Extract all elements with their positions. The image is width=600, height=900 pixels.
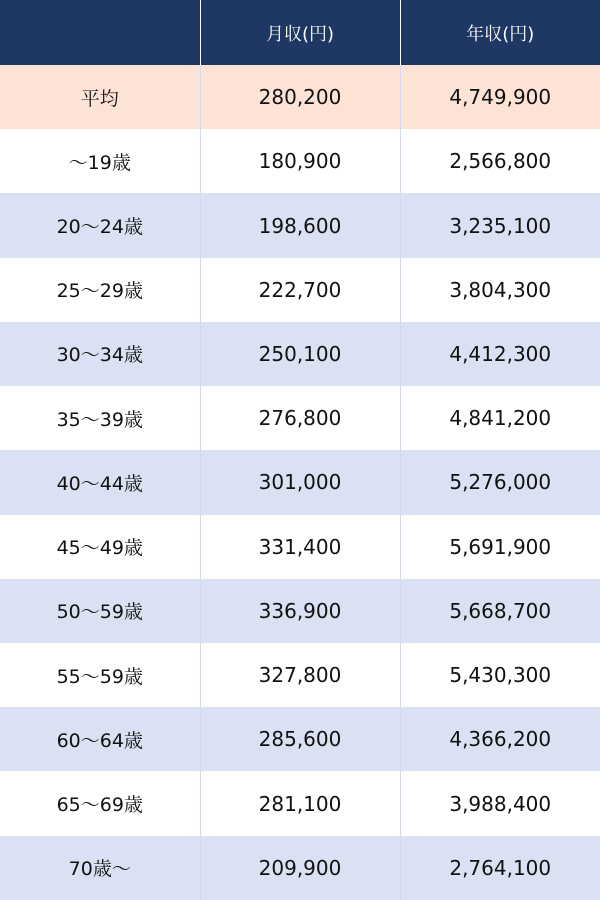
annual-cell: 3,235,100 (400, 193, 600, 257)
monthly-cell: 209,900 (200, 836, 400, 900)
monthly-cell: 250,100 (200, 322, 400, 386)
table-header (0, 0, 600, 65)
age-cell: 60～64歳 (0, 707, 200, 771)
annual-cell: 5,691,900 (400, 515, 600, 579)
table-row (0, 707, 600, 771)
table-row (0, 771, 600, 835)
table-row (0, 386, 600, 450)
table-row (0, 322, 600, 386)
annual-cell: 4,366,200 (400, 707, 600, 771)
age-cell: 65～69歳 (0, 771, 200, 835)
age-cell: 40～44歳 (0, 450, 200, 514)
header-row (0, 0, 600, 65)
table-row (0, 836, 600, 900)
annual-cell: 2,764,100 (400, 836, 600, 900)
table-body (0, 65, 600, 900)
monthly-cell: 280,200 (200, 65, 400, 129)
age-cell: 25～29歳 (0, 258, 200, 322)
age-cell: ～19歳 (0, 129, 200, 193)
header-cell-monthly: 月収(円) (200, 0, 400, 65)
annual-cell: 3,988,400 (400, 771, 600, 835)
header-cell-age (0, 0, 200, 65)
age-cell: 20～24歳 (0, 193, 200, 257)
annual-cell: 4,841,200 (400, 386, 600, 450)
annual-cell: 5,668,700 (400, 579, 600, 643)
annual-cell: 4,749,900 (400, 65, 600, 129)
monthly-cell: 327,800 (200, 643, 400, 707)
age-cell: 55～59歳 (0, 643, 200, 707)
table-row (0, 579, 600, 643)
header-cell-annual: 年収(円) (400, 0, 600, 65)
age-cell: 平均 (0, 65, 200, 129)
age-cell: 30～34歳 (0, 322, 200, 386)
annual-cell: 5,276,000 (400, 450, 600, 514)
annual-cell: 5,430,300 (400, 643, 600, 707)
age-cell: 70歳～ (0, 836, 200, 900)
monthly-cell: 285,600 (200, 707, 400, 771)
age-cell: 35～39歳 (0, 386, 200, 450)
monthly-cell: 276,800 (200, 386, 400, 450)
monthly-cell: 198,600 (200, 193, 400, 257)
annual-cell: 3,804,300 (400, 258, 600, 322)
table-row (0, 258, 600, 322)
table-row-average (0, 65, 600, 129)
table-row (0, 450, 600, 514)
table-row (0, 643, 600, 707)
annual-cell: 2,566,800 (400, 129, 600, 193)
table-row (0, 515, 600, 579)
monthly-cell: 222,700 (200, 258, 400, 322)
annual-cell: 4,412,300 (400, 322, 600, 386)
table-row (0, 129, 600, 193)
table-row (0, 193, 600, 257)
monthly-cell: 281,100 (200, 771, 400, 835)
monthly-cell: 180,900 (200, 129, 400, 193)
monthly-cell: 331,400 (200, 515, 400, 579)
monthly-cell: 301,000 (200, 450, 400, 514)
monthly-cell: 336,900 (200, 579, 400, 643)
age-cell: 50～59歳 (0, 579, 200, 643)
age-cell: 45～49歳 (0, 515, 200, 579)
